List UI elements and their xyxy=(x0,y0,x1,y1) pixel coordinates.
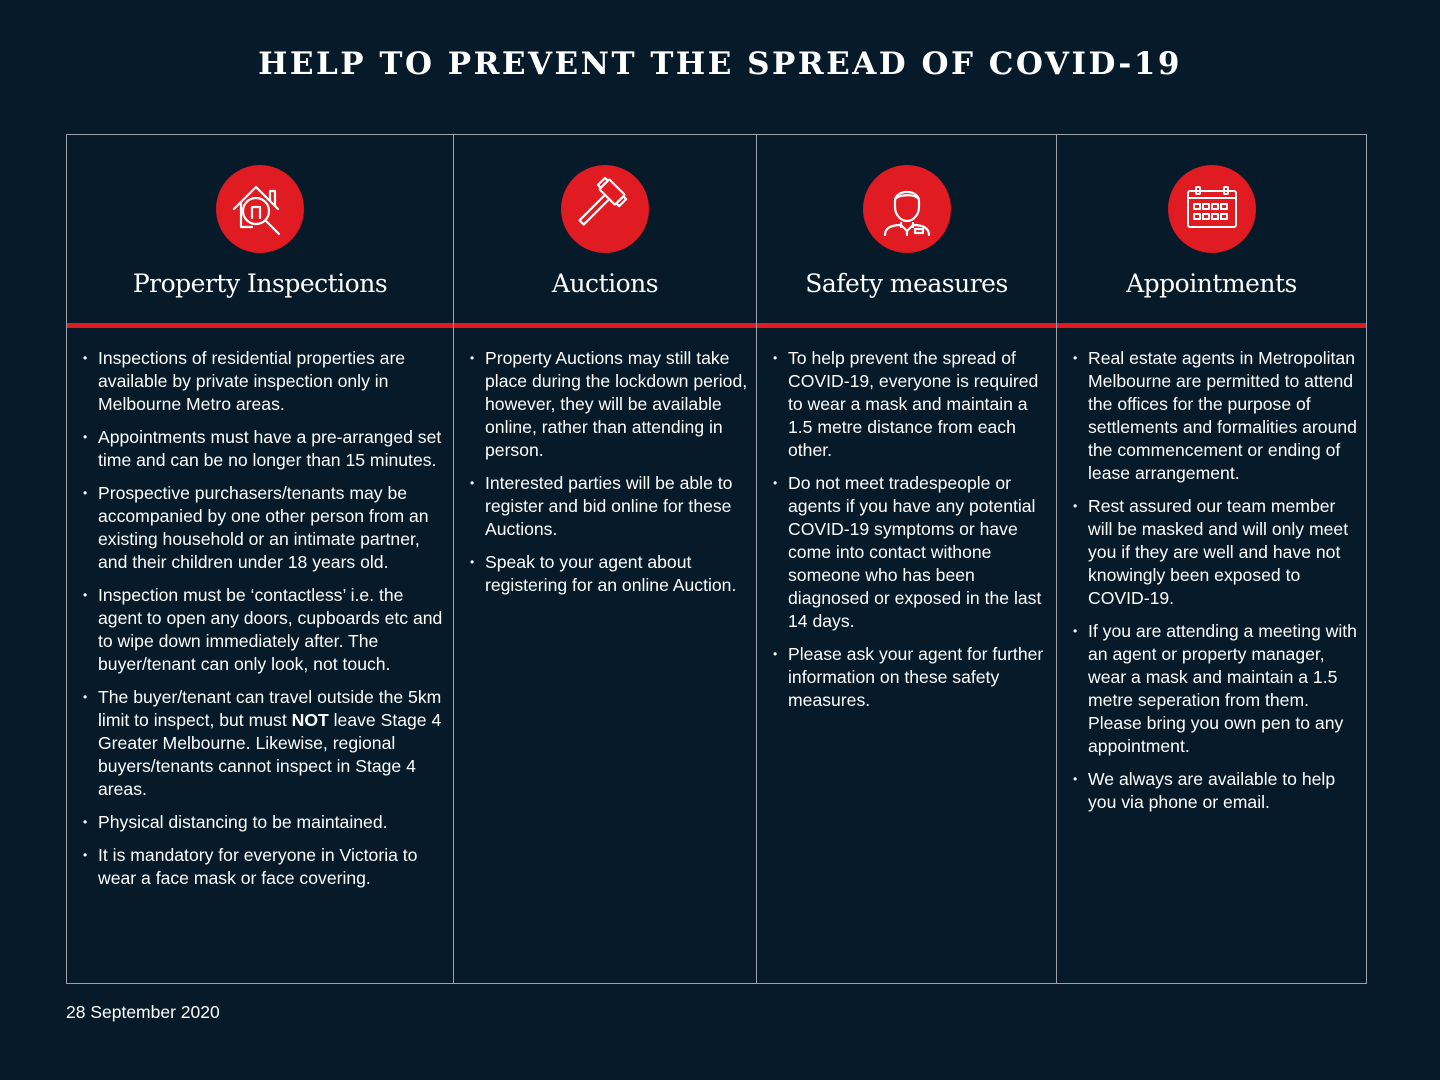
list-item: • The buyer/tenant can travel outside the 5km limit to inspect, but must NOT leave Stage 4 Greater Melbourne. Likewise, regional buyers/tenants cannot inspect in Stage 4 areas. xyxy=(83,687,442,799)
list-item: • Rest assured our team member will be masked and will only meet you if they are well and have not knowingly been exposed to COVID-19. xyxy=(1073,496,1349,608)
bullet-list xyxy=(773,347,1048,722)
list-item: • Physical distancing to be maintained. xyxy=(83,812,388,832)
list-item: • Speak to your agent about registering for an online Auction. xyxy=(470,552,737,595)
gavel-icon xyxy=(561,165,649,253)
list-item: • It is mandatory for everyone in Victoria to wear a face mask or face covering. xyxy=(83,845,418,888)
list-item: • Interested parties will be able to register and bid online for these Auctions. xyxy=(470,473,733,539)
list-item: • Inspection must be ‘contactless’ i.e. the agent to open any doors, cupboards etc and to wipe down immediately after. The buyer/tenant can only look, not touch. xyxy=(83,585,443,674)
list-item: • To help prevent the spread of COVID-19, everyone is required to wear a mask and maintain a 1.5 metre distance from each other. xyxy=(773,348,1039,460)
column-header xyxy=(67,135,453,323)
list-item: • Do not meet tradespeople or agents if you have any potential COVID-19 symptoms or have come into contact withone someone who has been diagnosed or exposed in the last 14 days. xyxy=(773,473,1042,631)
bullet-list xyxy=(1073,347,1358,824)
divider xyxy=(67,323,453,328)
divider xyxy=(757,323,1056,328)
agent-person-icon xyxy=(863,165,951,253)
footer-date: 28 September 2020 xyxy=(66,1002,220,1022)
column-header xyxy=(1057,135,1366,323)
divider xyxy=(1057,323,1366,328)
column-auctions xyxy=(453,135,756,983)
column-safety-measures xyxy=(756,135,1056,983)
page-title: HELP TO PREVENT THE SPREAD OF COVID-19 xyxy=(258,46,1182,82)
list-item: • Please ask your agent for further information on these safety measures. xyxy=(773,644,1044,710)
column-appointments xyxy=(1056,135,1366,983)
list-item: • We always are available to help you via phone or email. xyxy=(1073,769,1336,812)
column-header xyxy=(757,135,1056,323)
calendar-icon xyxy=(1168,165,1256,253)
info-table xyxy=(66,134,1367,984)
column-header xyxy=(454,135,756,323)
column-title: Property Inspections xyxy=(132,269,388,298)
list-item: • Property Auctions may still take place during the lockdown period, however, they will be available online, rather than attending in person. xyxy=(470,348,748,460)
column-title: Auctions xyxy=(551,269,659,298)
list-item: • Prospective purchasers/tenants may be accompanied by one other person from an existing household or an intimate partner, and their children under 18 years old. xyxy=(83,483,429,572)
divider xyxy=(454,323,756,328)
list-item: • Appointments must have a pre-arranged set time and can be no longer than 15 minutes. xyxy=(83,427,442,470)
list-item: • If you are attending a meeting with an agent or property manager, wear a mask and maintain a 1.5 metre seperation from them. Please bring you own pen to any appointment. xyxy=(1073,621,1357,756)
house-search-icon xyxy=(216,165,304,253)
column-title: Appointments xyxy=(1126,269,1297,298)
list-item: • Inspections of residential properties are available by private inspection only in Melbourne Metro areas. xyxy=(83,348,406,414)
column-property-inspections xyxy=(67,135,453,983)
column-title: Safety measures xyxy=(805,269,1008,298)
list-item: • Real estate agents in Metropolitan Melbourne are permitted to attend the offices for the purpose of settlements and formalities around the commencement or ending of lease arrangement. xyxy=(1073,348,1357,483)
bullet-list xyxy=(83,347,445,900)
bullet-list xyxy=(470,347,748,607)
